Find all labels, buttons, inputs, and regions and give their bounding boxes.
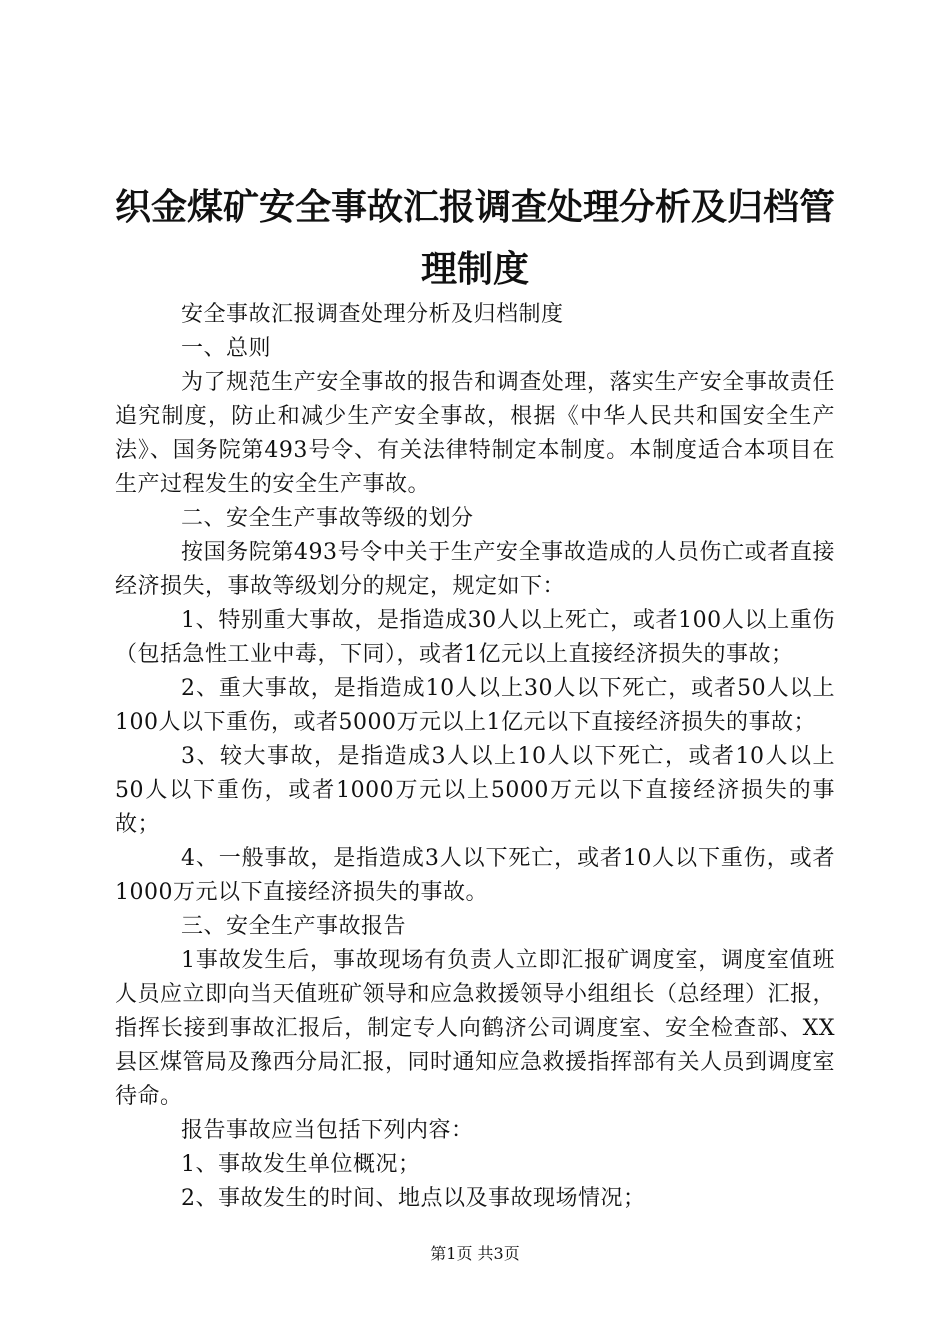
list-item-especially-major: 1、特别重大事故，是指造成30人以上死亡，或者100人以上重伤（包括急性工业中毒，下同），或者1亿元以上直接经济损失的事故； [115, 608, 835, 667]
list-item-report-unit: 1、事故发生单位概况； [181, 1152, 421, 1177]
document-title-line-1: 织金煤矿安全事故汇报调查处理分析及归档管 [114, 187, 835, 228]
paragraph-report-contents-intro: 报告事故应当包括下列内容： [181, 1118, 474, 1143]
document-title-line-2: 理制度 [420, 249, 529, 290]
section-heading-reporting: 三、安全生产事故报告 [181, 914, 407, 939]
page-footer: 第1页 共3页 [430, 1244, 520, 1263]
paragraph-reporting-procedure: 1事故发生后，事故现场有负责人立即汇报矿调度室，调度室值班人员应立即向当天值班矿领导和应急救援领导小组组长（总经理）汇报，指挥长接到事故汇报后，制定专人向鹤济公司调度室、安全检查部、XX县区煤管局及豫西分局汇报，同时通知应急救援指挥部有关人员到调度室待命。 [115, 948, 836, 1109]
list-item-relatively-major: 3、较大事故，是指造成3人以上10人以下死亡，或者10人以上50人以下重伤，或者1000万元以上5000万元以下直接经济损失的事故； [115, 744, 835, 837]
paragraph-purpose: 为了规范生产安全事故的报告和调查处理，落实生产安全事故责任追究制度，防止和减少生产安全事故，根据《中华人民共和国安全生产法》、国务院第493号令、有关法律特制定本制度。本制度适合本项目在生产过程发生的安全生产事故。 [115, 370, 835, 497]
document-body [115, 298, 835, 1216]
list-item-major: 2、重大事故，是指造成10人以上30人以下死亡，或者50人以上100人以下重伤，或者5000万元以上1亿元以下直接经济损失的事故； [115, 676, 835, 735]
list-item-report-time-place: 2、事故发生的时间、地点以及事故现场情况； [181, 1186, 646, 1211]
section-heading-classification: 二、安全生产事故等级的划分 [181, 506, 474, 531]
section-heading-general: 一、总则 [181, 336, 272, 361]
paragraph-classification-intro: 按国务院第493号令中关于生产安全事故造成的人员伤亡或者直接经济损失，事故等级划分的规定，规定如下： [115, 540, 835, 599]
list-item-general: 4、一般事故，是指造成3人以下死亡，或者10人以下重伤，或者1000万元以下直接经济损失的事故。 [115, 846, 835, 905]
subtitle-paragraph: 安全事故汇报调查处理分析及归档制度 [181, 302, 564, 327]
